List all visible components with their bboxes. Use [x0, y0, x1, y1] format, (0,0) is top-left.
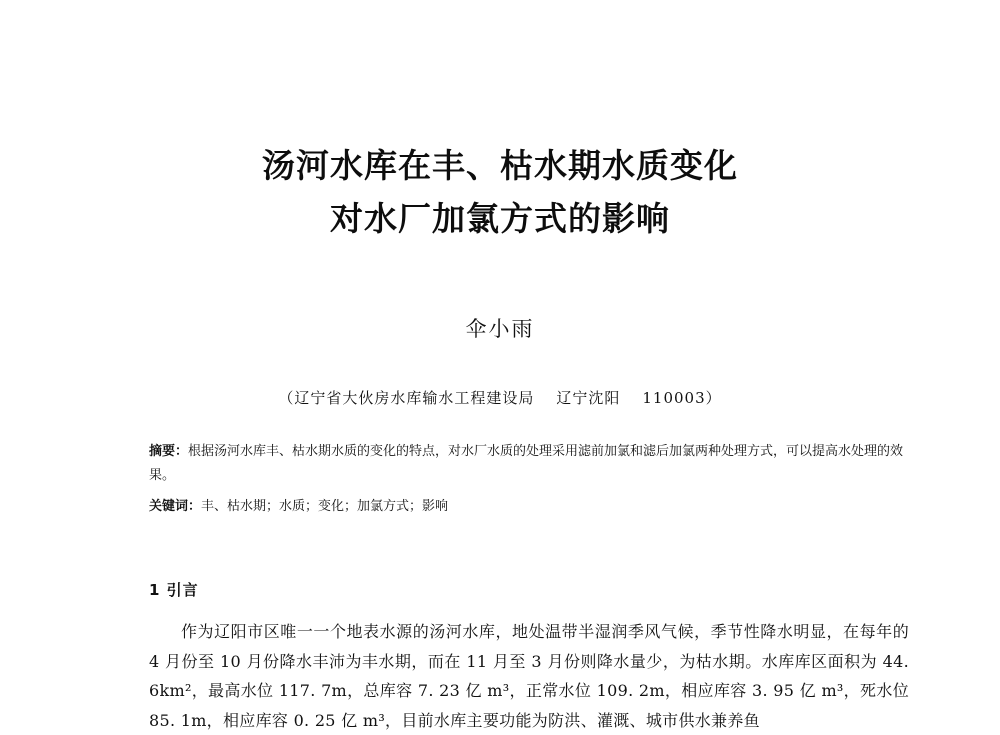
author-affiliation	[0, 387, 1000, 408]
paper-title-line-2: 对水厂加氯方式的影响	[330, 199, 670, 238]
section-heading-introduction: 1 引言	[149, 581, 199, 599]
affiliation-org: （辽宁省大伙房水库输水工程建设局	[278, 389, 535, 407]
abstract-label: 摘要：	[149, 444, 189, 459]
affiliation-city: 辽宁沈阳	[556, 389, 621, 407]
author-name: 伞小雨	[465, 317, 535, 341]
paper-title-line-1: 汤河水库在丰、枯水期水质变化	[262, 146, 738, 185]
abstract	[149, 440, 909, 488]
keywords-text: 丰、枯水期；水质；变化；加氯方式；影响	[201, 499, 449, 514]
keywords	[149, 496, 909, 518]
affiliation-postcode: 110003）	[642, 389, 722, 407]
abstract-text: 根据汤河水库丰、枯水期水质的变化的特点，对水厂水质的处理采用滤前加氯和滤后加氯两种处理方式，可以提高水处理的效果。	[149, 444, 904, 483]
section-paragraph: 作为辽阳市区唯一一个地表水源的汤河水库，地处温带半湿润季风气候，季节性降水明显，在每年的 4 月份至 10 月份降水丰沛为丰水期，而在 11 月至 3 月份则降水量少，为枯水期。水库库区面积为 44. 6km²，最高水位 117. 7m，总库容 7. 23 亿 m³，正常水位 109. 2m，相应库容 3. 95 亿 m³，死水位 85. 1m，相应库容 0. 25 亿 m³，目前水库主要功能为防洪、灌溉、城市供水兼养鱼	[149, 622, 909, 730]
keywords-label: 关键词：	[149, 499, 202, 514]
